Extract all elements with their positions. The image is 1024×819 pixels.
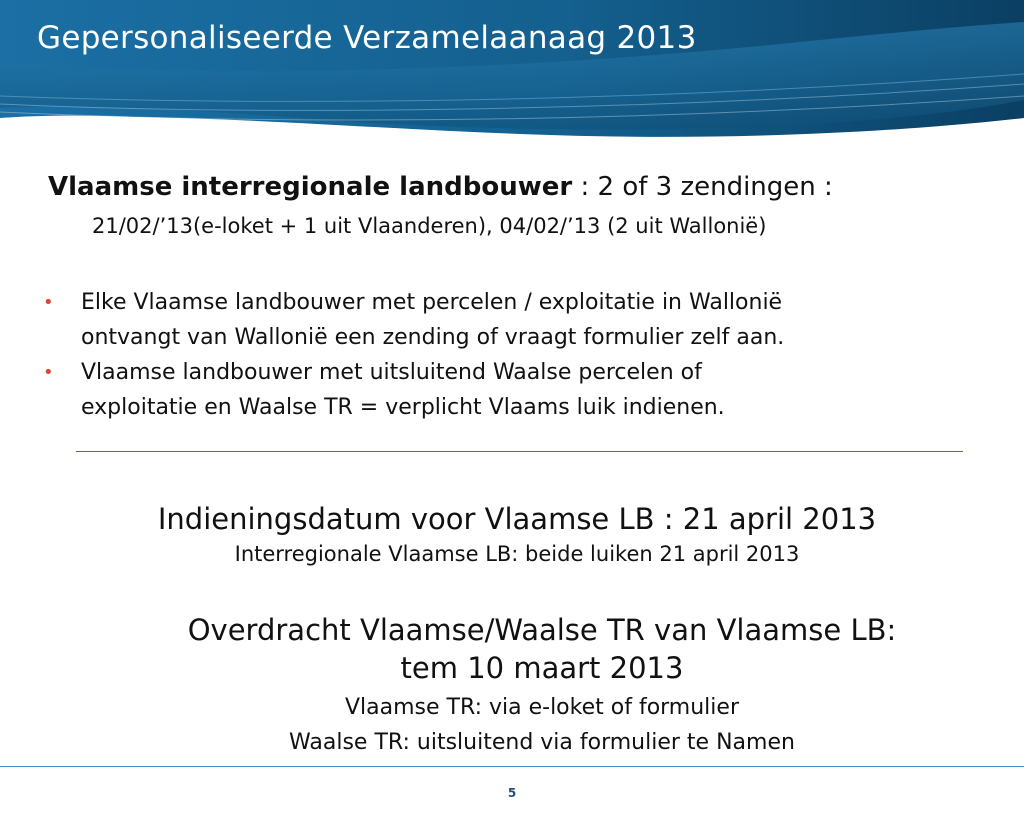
bullet-list — [40, 285, 1000, 425]
section-heading-rest: : 2 of 3 zendingen : — [572, 172, 833, 202]
transfer-sub-line2: Waalse TR: uitsluitend via formulier te Namen — [289, 730, 795, 755]
section-subheading: 21/02/’13(e-loket + 1 uit Vlaanderen), 04/02/’13 (2 uit Wallonië) — [92, 214, 767, 238]
bullet-dot-icon: • — [43, 362, 54, 383]
transfer-sub-line1: Vlaamse TR: via e-loket of formulier — [344, 695, 739, 720]
bullet-text-line: Vlaamse landbouwer met uitsluitend Waalse percelen of — [81, 360, 702, 385]
slide-title: Gepersonaliseerde Verzamelaanaag 2013 — [37, 20, 697, 56]
bullet-item — [40, 355, 1000, 425]
bullet-text-line: exploitatie en Waalse TR = verplicht Vlaams luik indienen. — [81, 395, 725, 420]
submission-date-subtitle: Interregionale Vlaamse LB: beide luiken 21 april 2013 — [234, 542, 800, 566]
slide-header-banner — [0, 0, 1024, 142]
bullet-dot-icon: • — [43, 292, 54, 313]
section-heading — [48, 172, 833, 202]
page-number: 5 — [507, 786, 517, 800]
transfer-title-line2: tem 10 maart 2013 — [400, 651, 684, 685]
bullet-item — [40, 285, 1000, 355]
footer-divider — [0, 766, 1024, 767]
section-heading-bold: Vlaamse interregionale landbouwer — [48, 172, 573, 202]
section-divider — [76, 451, 963, 452]
bullet-text-line: ontvangt van Wallonië een zending of vraagt formulier zelf aan. — [81, 325, 785, 350]
transfer-title-line1: Overdracht Vlaamse/Waalse TR van Vlaamse LB: — [187, 613, 897, 647]
bullet-text-line: Elke Vlaamse landbouwer met percelen / exploitatie in Wallonië — [81, 290, 783, 315]
submission-date-title: Indieningsdatum voor Vlaamse LB : 21 april 2013 — [157, 502, 877, 536]
